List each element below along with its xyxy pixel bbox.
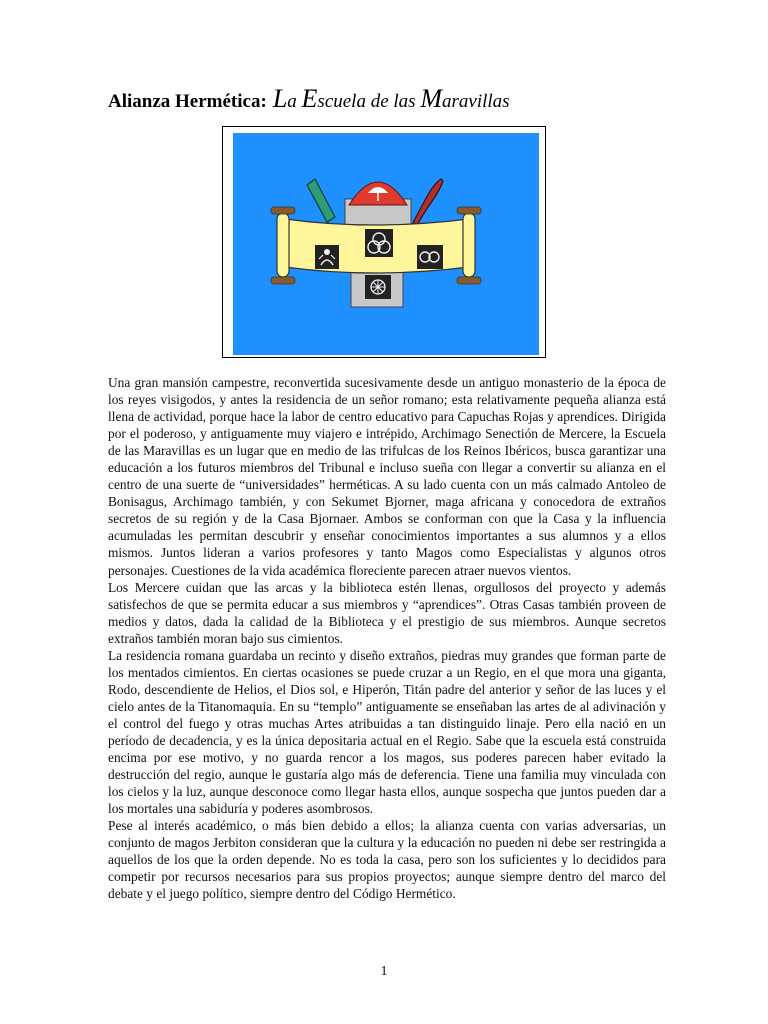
figure-icon xyxy=(315,245,339,269)
title-main: Alianza Hermética: xyxy=(108,91,267,112)
subtitle-part-1: a xyxy=(287,91,302,112)
paragraph-3: La residencia romana guardaba un recinto y diseño extraños, piedras muy grandes que forman parte de los mentados cimientos. En ciertas ocasiones se puede cruzar a un Regio, en el que mora una giganta, Rodo, descendiente de Helios, el Dios sol, e Hiperón, Titán padre del anterior y señor de las luces y el cielo antes de la Titanomaquia. En su “templo” antiguamente se enseñaban las artes de al adivinación y el control del fuego y otras muchas Artes atribuidas a tan distinguido linaje. Pero ella nació en un período de decadencia, y es la única depositaria actual en el Regio. Sabe que la escuela está construida encima por ese motivo, y no guarda rencor a los magos, sus poderes parecen haber evitado la destrucción del regio, aunque le gustaría algo más de deferencia. Tiene una familia muy vinculada con los cielos y la luz, aunque desconoce como llegar hasta ellos, aunque sospecha que juntos pueden dar a los mortales una sabiduría y poderes asombrosos. xyxy=(108,647,666,817)
emblem-figure xyxy=(222,126,546,358)
emblem-illustration xyxy=(223,127,545,357)
triquetra-icon xyxy=(365,229,393,257)
body-text xyxy=(108,374,666,902)
page-title xyxy=(108,84,708,114)
subtitle-part-3: aravillas xyxy=(442,91,510,112)
subtitle-initial-3: M xyxy=(420,84,442,113)
subtitle-initial-2: E xyxy=(301,84,318,113)
paragraph-1: Una gran mansión campestre, reconvertida sucesivamente desde un antiguo monasterio de la época de los reyes visigodos, y antes la residencia de un señor romano; esta relativamente pequeña alianza está llena de actividad, porque hace la labor de centro educativo para Capuchas Rojas y aprendices. Dirigida por el poderoso, y antiguamente muy viajero e intrépido, Archimago Senectión de Mercere, la Escuela de las Maravillas es un lugar que en medio de las trifulcas de los Reinos Ibéricos, busca garantizar una educación a los futuros miembros del Tribunal e incluso sueña con llegar a convertir su alianza en el centro de una suerte de “universidades” herméticas. A su lado cuenta con un más calmado Antoleo de Bonisagus, Archimago también, y con Sekumet Bjorner, maga africana y conocedora de extraños secretos de su región y de la Casa Bjornaer. Ambos se conforman con que la Casa y la influencia acumuladas les permitan descubrir y enseñar conocimientos importantes a sus alumnos y a ellos mismos. Juntos lideran a varios profesores y tanto Magos como Especialistas y algunos otros personajes. Cuestiones de la vida académica floreciente parecen atraer nuevos vientos. xyxy=(108,375,666,578)
subtitle-part-2: scuela de las xyxy=(317,91,421,112)
paragraph-2: Los Mercere cuidan que las arcas y la biblioteca estén llenas, orgullosos del proyecto y además satisfechos de que se permita educar a sus miembros y “aprendices”. Otras Casas también proveen de medios y datos, dada la calidad de la Biblioteca y el prestigio de sus miembros. Aunque secretos extraños también moran bajo sus cimientos. xyxy=(108,579,666,646)
title-subtitle xyxy=(272,84,510,113)
interlocked-rings-icon xyxy=(417,245,443,269)
paragraph-4: Pese al interés académico, o más bien debido a ellos; la alianza cuenta con varias adversarias, un conjunto de magos Jerbiton consideran que la cultura y la educación no pueden ni debe ser restringida a aquellos de los que la orden depende. No es toda la casa, pero son los suficientes y lo decididos para competir por recursos necesarios para sus propios proyectos; aunque siempre dentro del marco del debate y el juego político, siempre dentro del Código Hermético. xyxy=(108,818,666,902)
subtitle-initial-1: L xyxy=(272,84,288,113)
wheel-icon xyxy=(365,275,391,299)
page-number: 1 xyxy=(380,964,388,979)
